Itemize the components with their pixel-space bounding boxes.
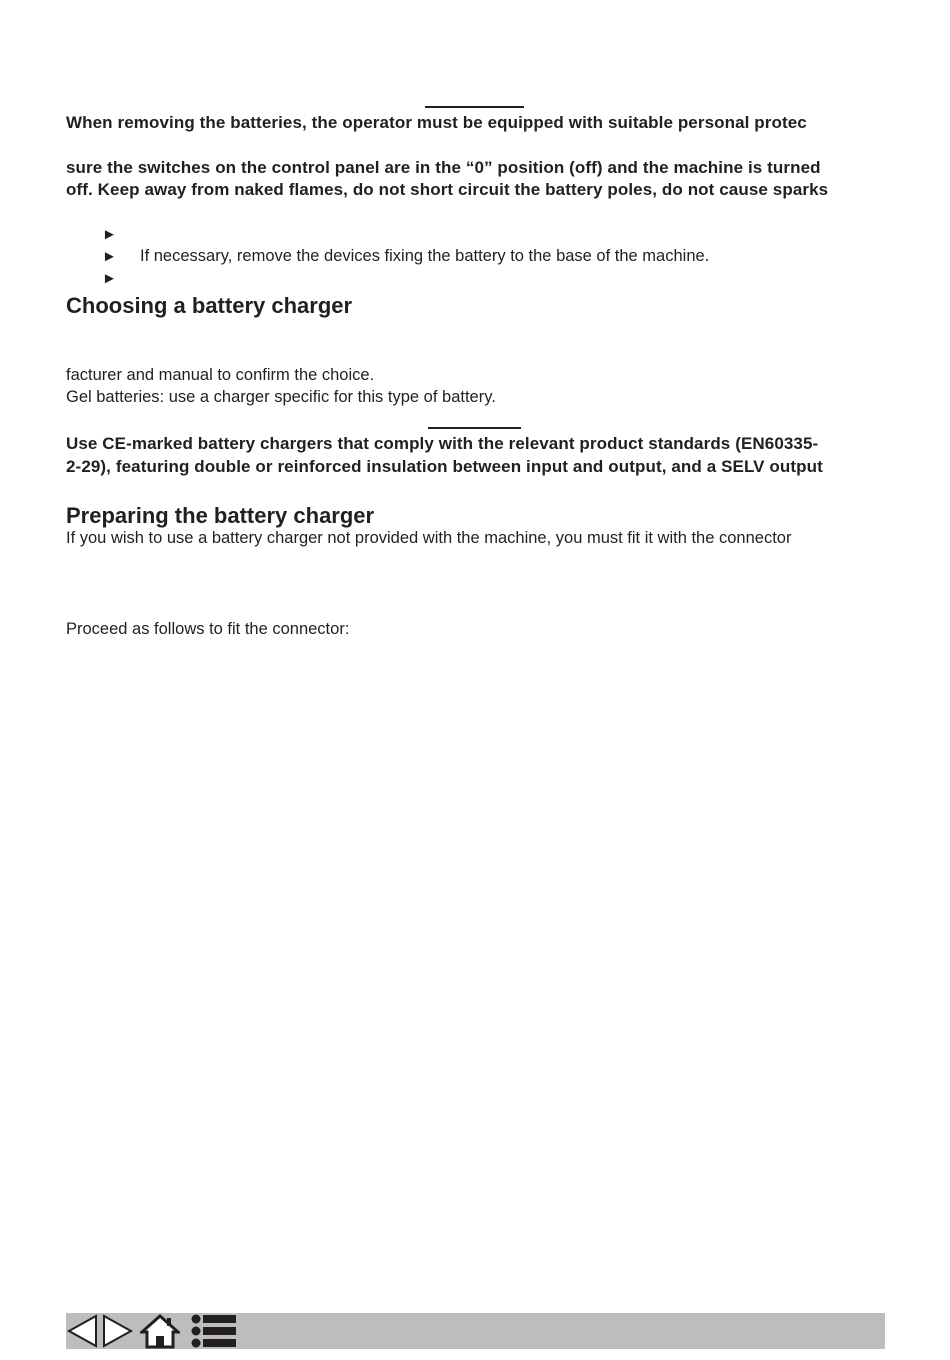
body-text-line: Proceed as follows to fit the connector:	[66, 620, 350, 638]
bullet-arrow: ►	[102, 248, 117, 265]
previous-page-icon[interactable]	[66, 1313, 100, 1349]
warning-text-line: sure the switches on the control panel are in the “0” position (off) and the machine is turned	[66, 158, 821, 177]
warning-text-line: 2-29), featuring double or reinforced insulation between input and output, and a SELV output	[66, 457, 823, 476]
index-list-icon[interactable]	[190, 1313, 238, 1349]
warning-text-line: Use CE-marked battery chargers that comply with the relevant product standards (EN60335-	[66, 434, 819, 453]
body-text-line: If you wish to use a battery charger not provided with the machine, you must fit it with the connector	[66, 529, 792, 547]
section-heading-choosing: Choosing a battery charger	[66, 293, 353, 318]
bullet-arrow: ►	[102, 226, 117, 243]
home-icon[interactable]	[140, 1313, 180, 1349]
footer-nav-icons	[66, 1313, 238, 1349]
warning-rule-top	[425, 106, 524, 108]
section-heading-preparing: Preparing the battery charger	[66, 503, 375, 528]
step-item: If necessary, remove the devices fixing the battery to the base of the machine.	[140, 247, 710, 265]
next-page-icon[interactable]	[100, 1313, 134, 1349]
warning-text-line: off. Keep away from naked flames, do not short circuit the battery poles, do not cause sparks	[66, 180, 829, 199]
warning-text-line: When removing the batteries, the operator must be equipped with suitable personal protec	[66, 113, 807, 132]
bullet-arrow: ►	[102, 270, 117, 287]
warning-rule-top	[428, 427, 521, 429]
body-text-line: Gel batteries: use a charger specific for this type of battery.	[66, 388, 496, 406]
body-text-line: facturer and manual to confirm the choice.	[66, 366, 375, 384]
